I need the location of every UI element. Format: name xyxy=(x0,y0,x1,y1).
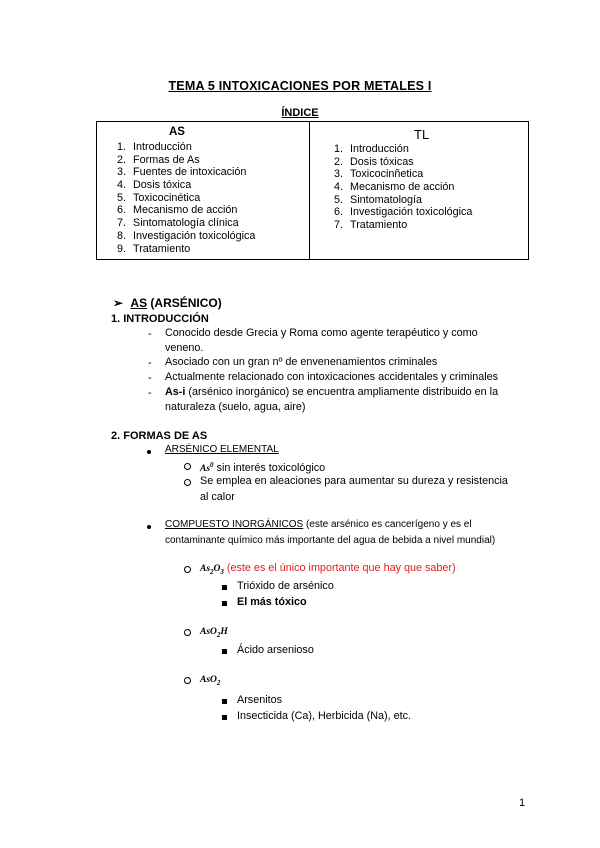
index-item xyxy=(117,166,255,179)
index-item-label: Fuentes de intoxicación xyxy=(133,166,247,179)
index-item-number: 5. xyxy=(334,193,344,206)
intro-bullet-1-line-1: Conocido desde Grecia y Roma como agente terapéutico y como xyxy=(165,327,478,339)
bullet-circle-icon xyxy=(184,629,191,636)
aso2-formula: AsO$_2$ xyxy=(200,675,221,687)
index-item-label: Sintomatología clínica xyxy=(133,217,239,230)
intro-bullet-2: Asociado con un gran nº de envenenamientos criminales xyxy=(165,356,438,368)
index-table xyxy=(96,121,529,260)
as2o3-formula: $As_2O_3$ xyxy=(200,564,224,576)
index-item-number: 5. xyxy=(117,191,127,204)
bullet-circle-icon xyxy=(184,566,191,573)
alloy-line-1: Se emplea en aleaciones para aumentar su dureza y resistencia xyxy=(200,475,508,487)
arsenitos-text: Arsenitos xyxy=(237,694,283,706)
dash-bullet: - xyxy=(148,357,152,369)
index-item-label: Investigación toxicológica xyxy=(133,229,256,242)
document-title: TEMA 5 INTOXICACIONES POR METALES I xyxy=(168,79,432,93)
index-item xyxy=(117,141,255,154)
inorg-label: COMPUESTO INORGÁNICOS xyxy=(165,519,304,530)
as2o3-note: (este es el único importante que hay que saber) xyxy=(226,562,456,574)
inorg-line-1 xyxy=(165,519,472,530)
alloy-line-2: al calor xyxy=(200,491,235,503)
index-item xyxy=(334,143,472,156)
dash-bullet: - xyxy=(148,328,152,340)
inorg-line-2: contaminante químico más importante del agua de bebida a nivel mundial) xyxy=(165,535,496,546)
index-item-label: Tratamiento xyxy=(133,242,191,255)
index-item-label: Dosis tóxica xyxy=(133,179,192,192)
index-item xyxy=(117,243,255,256)
bullet-square-icon xyxy=(222,601,227,606)
index-item xyxy=(334,206,472,219)
index-label: ÍNDICE xyxy=(281,107,319,119)
index-item-number: 6. xyxy=(334,206,344,219)
index-item-label: Mecanismo de acción xyxy=(133,204,238,217)
index-left-heading: AS xyxy=(169,126,185,138)
bullet-circle-icon xyxy=(184,677,191,684)
intro-bullet-3: Actualmente relacionado con intoxicaciones accidentales y criminales xyxy=(165,371,499,383)
index-item-number: 1. xyxy=(117,141,127,153)
elemental-label: ARSÉNICO ELEMENTAL xyxy=(165,444,279,455)
index-right-list xyxy=(334,143,472,232)
intro-bullet-4-line-2: naturaleza (suelo, agua, aire) xyxy=(165,401,306,413)
intro-bullet-1-line-2: veneno. xyxy=(165,342,204,354)
section-abbr: AS xyxy=(130,296,148,310)
bullet-square-icon xyxy=(222,649,227,654)
index-item-number: 2. xyxy=(117,153,127,166)
bullet-circle-icon xyxy=(184,479,191,486)
inorg-rest: (este arsénico es cancerígeno y es el xyxy=(303,519,472,530)
intro-heading: 1. INTRODUCCIÓN xyxy=(111,313,209,325)
index-item-label: Investigación toxicológica xyxy=(350,206,473,219)
index-item-label: Formas de As xyxy=(133,153,200,166)
index-item xyxy=(117,154,255,167)
index-item-number: 7. xyxy=(117,217,127,230)
index-item-number: 1. xyxy=(334,143,344,155)
index-item xyxy=(117,179,255,192)
index-item-number: 8. xyxy=(117,229,127,242)
section-name: (ARSÉNICO) xyxy=(150,296,222,310)
index-item-label: Introducción xyxy=(350,143,409,155)
index-item-number: 3. xyxy=(117,166,127,179)
asi-text: (arsénico inorgánico) se encuentra ampliamente distribuido en la xyxy=(188,386,499,398)
formas-heading: 2. FORMAS DE AS xyxy=(111,430,208,442)
bullet-dot-icon xyxy=(147,450,151,454)
dash-bullet: - xyxy=(148,387,152,399)
index-left-list xyxy=(117,141,255,255)
bullet-square-icon xyxy=(222,715,227,720)
index-item xyxy=(334,219,472,232)
index-item-label: Toxicocinñetica xyxy=(350,168,424,181)
index-item xyxy=(117,217,255,230)
index-item-label: Tratamiento xyxy=(350,219,408,232)
index-item xyxy=(117,230,255,243)
index-right-heading: TL xyxy=(414,127,430,142)
trioxido-text: Trióxido de arsénico xyxy=(237,580,334,592)
bullet-square-icon xyxy=(222,585,227,590)
page-number: 1 xyxy=(519,797,526,809)
index-item-number: 3. xyxy=(334,168,344,181)
bullet-circle-icon xyxy=(184,463,191,470)
acido-text: Ácido arsenioso xyxy=(237,644,314,656)
intro-bullet-4-line-1 xyxy=(165,385,498,400)
index-item xyxy=(117,192,255,205)
dash-bullet: - xyxy=(148,372,152,384)
arrow-icon: ➢ xyxy=(113,296,124,310)
bullet-square-icon xyxy=(222,699,227,704)
section-heading xyxy=(113,296,222,310)
as0-text: sin interés toxicológico xyxy=(216,462,326,475)
index-item-label: Mecanismo de acción xyxy=(350,181,455,194)
as2o3-line xyxy=(200,561,456,580)
index-item-number: 4. xyxy=(334,181,344,194)
index-item-number: 2. xyxy=(334,155,344,168)
index-item-number: 4. xyxy=(117,179,127,192)
index-item xyxy=(334,181,472,194)
index-item xyxy=(334,194,472,207)
aso2-line xyxy=(200,672,220,691)
index-item xyxy=(334,168,472,181)
aso2h-line xyxy=(200,624,228,643)
mas-toxico-text: El más tóxico xyxy=(237,596,307,608)
index-item-number: 7. xyxy=(334,219,344,232)
index-item-label: Sintomatología xyxy=(350,193,423,206)
aso2h-formula: AsO$_2$H xyxy=(200,627,228,639)
index-item-label: Dosis tóxicas xyxy=(350,155,414,168)
index-item-label: Introducción xyxy=(133,141,192,153)
as0-formula: As$^0$ xyxy=(200,461,214,475)
bullet-dot-icon xyxy=(147,525,151,529)
index-item xyxy=(117,204,255,217)
index-item-number: 9. xyxy=(117,242,127,255)
index-item-label: Toxicocinética xyxy=(133,191,201,204)
index-item xyxy=(334,156,472,169)
index-divider xyxy=(309,122,310,259)
asi-term: As-i xyxy=(165,386,186,398)
index-item-number: 6. xyxy=(117,204,127,217)
insecticida-text: Insecticida (Ca), Herbicida (Na), etc. xyxy=(237,710,412,722)
